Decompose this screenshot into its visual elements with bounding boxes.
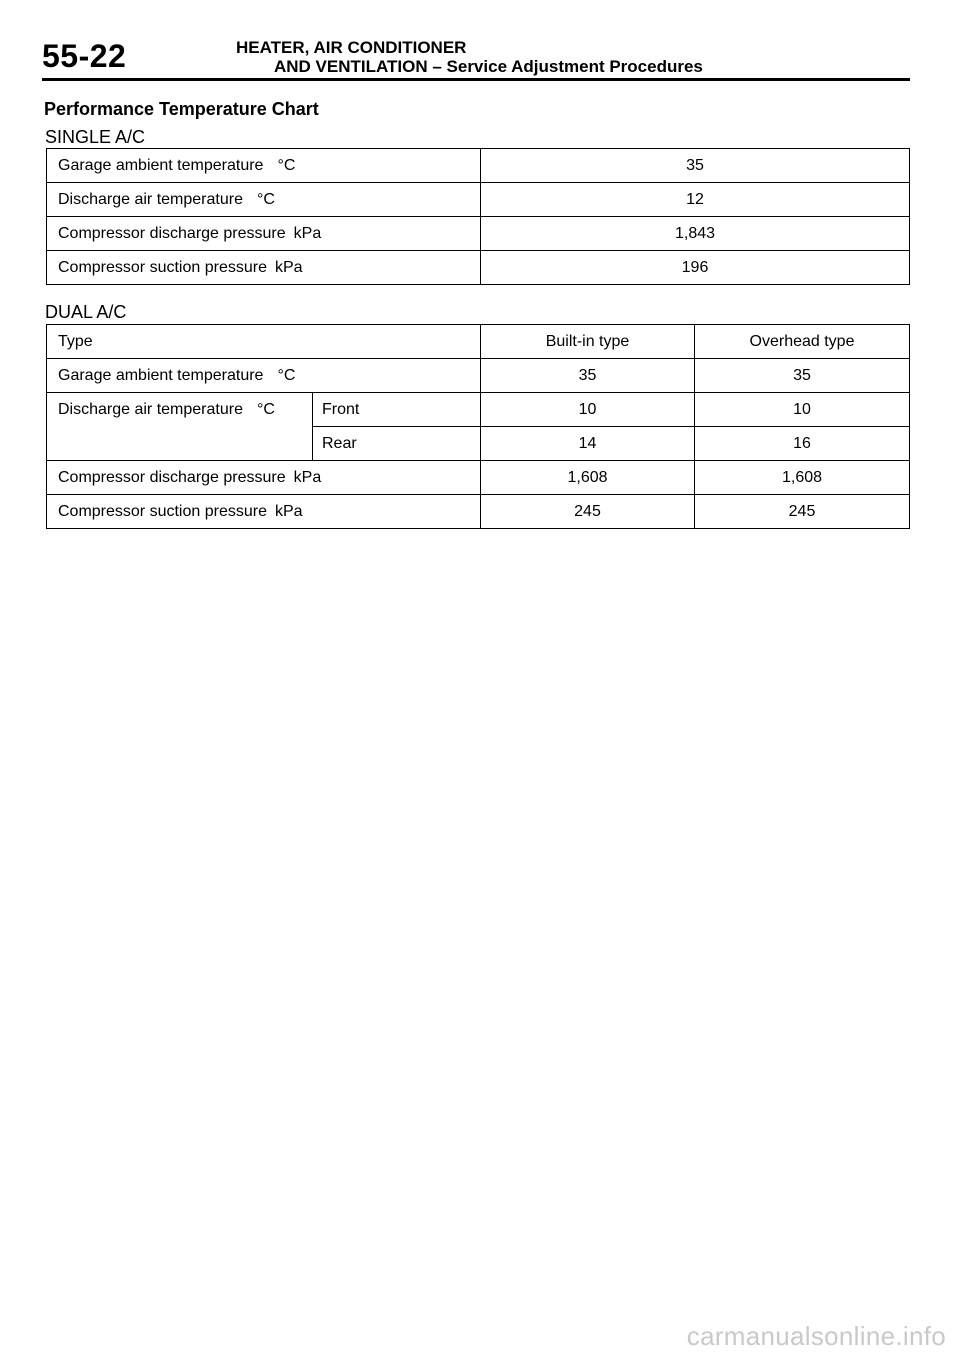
table-row bbox=[47, 251, 910, 285]
table-row bbox=[47, 359, 910, 393]
row-label-continued bbox=[47, 427, 313, 461]
row-label: Garage ambient temperature °C bbox=[47, 149, 481, 183]
type-label: Type bbox=[47, 325, 481, 359]
single-ac-table bbox=[46, 148, 910, 285]
table-row bbox=[47, 183, 910, 217]
table-row bbox=[47, 427, 910, 461]
row-label: Compressor discharge pressure kPa bbox=[47, 217, 481, 251]
row-value: 35 bbox=[481, 149, 910, 183]
value-builtin: 1,608 bbox=[481, 461, 695, 495]
sub-label-rear: Rear bbox=[313, 427, 481, 461]
row-label: Compressor discharge pressure kPa bbox=[47, 461, 481, 495]
table-row bbox=[47, 461, 910, 495]
footer-watermark: carmanualsonline.info bbox=[686, 1321, 946, 1351]
chart-title: Performance Temperature Chart bbox=[44, 99, 319, 119]
value-builtin: 14 bbox=[481, 427, 695, 461]
row-label: Compressor suction pressure kPa bbox=[47, 495, 481, 529]
row-value: 1,843 bbox=[481, 217, 910, 251]
value-builtin: 35 bbox=[481, 359, 695, 393]
row-label: Garage ambient temperature °C bbox=[47, 359, 481, 393]
row-label: Compressor suction pressure kPa bbox=[47, 251, 481, 285]
header-rule bbox=[42, 78, 910, 81]
page-number: 55-22 bbox=[42, 38, 127, 74]
header-title-line1: HEATER, AIR CONDITIONER bbox=[236, 38, 467, 57]
dual-ac-heading: DUAL A/C bbox=[45, 302, 127, 322]
col-header-overhead: Overhead type bbox=[695, 325, 910, 359]
value-overhead: 16 bbox=[695, 427, 910, 461]
page-header-title bbox=[236, 38, 703, 76]
header-title-line2: AND VENTILATION – Service Adjustment Procedures bbox=[274, 57, 703, 76]
value-builtin: 10 bbox=[481, 393, 695, 427]
table-row bbox=[47, 495, 910, 529]
table-row bbox=[47, 325, 910, 359]
row-value: 12 bbox=[481, 183, 910, 217]
value-overhead: 35 bbox=[695, 359, 910, 393]
table-row bbox=[47, 217, 910, 251]
value-overhead: 10 bbox=[695, 393, 910, 427]
row-label: Discharge air temperature °C bbox=[47, 393, 313, 427]
value-overhead: 245 bbox=[695, 495, 910, 529]
col-header-builtin: Built-in type bbox=[481, 325, 695, 359]
value-overhead: 1,608 bbox=[695, 461, 910, 495]
table-row bbox=[47, 393, 910, 427]
sub-label-front: Front bbox=[313, 393, 481, 427]
value-builtin: 245 bbox=[481, 495, 695, 529]
table-row bbox=[47, 149, 910, 183]
row-label: Discharge air temperature °C bbox=[47, 183, 481, 217]
single-ac-heading: SINGLE A/C bbox=[45, 127, 146, 147]
row-value: 196 bbox=[481, 251, 910, 285]
dual-ac-table bbox=[46, 324, 910, 529]
